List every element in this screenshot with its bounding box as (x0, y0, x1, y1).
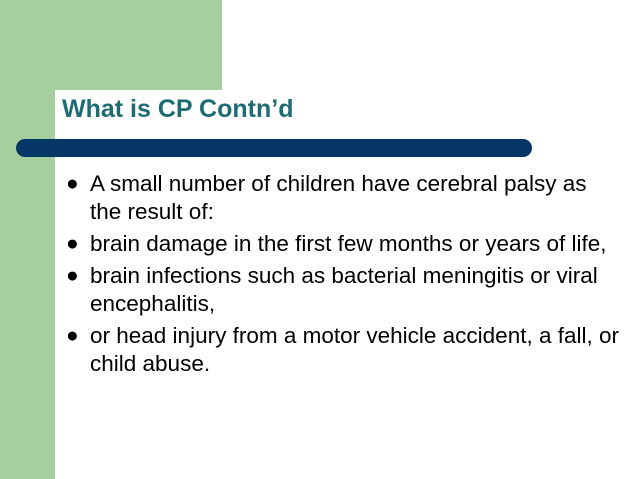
bullet-list (62, 170, 622, 382)
bullet-text: brain damage in the first few months or years of life, (90, 231, 607, 256)
bullet-item (62, 322, 622, 378)
bullet-dot-icon: ● (66, 172, 79, 195)
slide-title: What is CP Contn’d (62, 95, 294, 123)
green-corner-block (0, 0, 222, 90)
bullet-dot-icon: ● (66, 324, 79, 347)
bullet-text: A small number of children have cerebral palsy as the result of: (90, 171, 587, 224)
bullet-text: or head injury from a motor vehicle accident, a fall, or child abuse. (90, 323, 619, 376)
bullet-item (62, 170, 622, 226)
bullet-text: brain infections such as bacterial meningitis or viral encephalitis, (90, 263, 598, 316)
bullet-item (62, 262, 622, 318)
bullet-dot-icon: ● (66, 232, 79, 255)
bullet-item (62, 230, 622, 258)
bullet-dot-icon: ● (66, 264, 79, 287)
title-underline-bar (16, 139, 532, 157)
